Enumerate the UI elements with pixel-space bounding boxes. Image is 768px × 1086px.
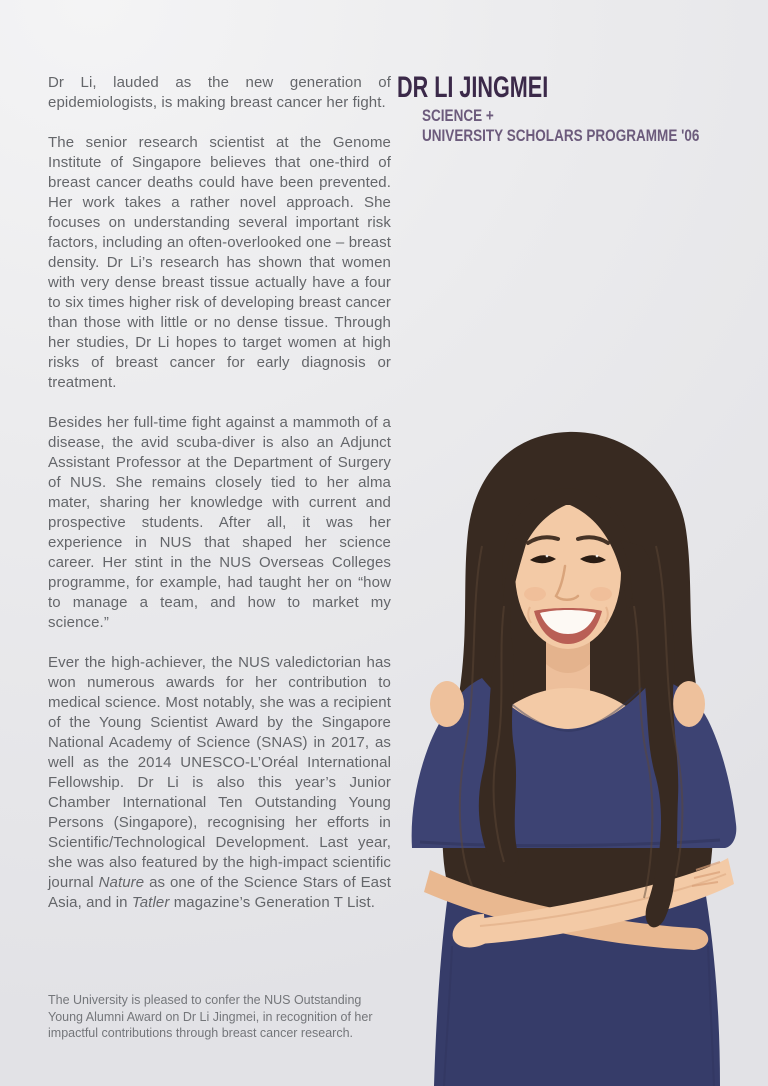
portrait-svg	[390, 426, 768, 1086]
article-column	[48, 73, 391, 933]
paragraph: Besides her full-time fight against a mammoth of a disease, the avid scuba-diver is also an Adjunct Assistant Professor at the Department of Surgery of NUS. She remains closely tied to her alma mater, sharing her knowledge with current and prospective students. After all, it was her experience in NUS that shaped her science career. Her stint in the NUS Overseas Colleges programme, for example, had taught her on “how to manage a team, and how to market my science.”	[48, 414, 391, 631]
profile-affiliations	[422, 106, 760, 146]
paragraph: Dr Li, lauded as the new generation of epidemiologists, is making breast cancer her fight.	[48, 74, 391, 111]
paragraph: The senior research scientist at the Genome Institute of Singapore believes that one-third of breast cancer deaths could have been prevented. Her work takes a rather novel approach. She focuses on understanding several important risk factors, including an often-overlooked one – breast density. Dr Li’s research has shown that women with very dense breast tissue actually have a four to six times higher risk of developing breast cancer than those with little or no dense tissue. Through her studies, Dr Li hopes to target women at high risks of breast cancer for early diagnosis or treatment.	[48, 134, 391, 391]
profile-block	[397, 72, 760, 146]
shoulder-cutout-right	[673, 681, 705, 727]
affiliation-line-2: UNIVERSITY SCHOLARS PROGRAMME '06	[422, 127, 700, 145]
portrait-photo	[390, 426, 768, 1086]
article-paragraphs	[48, 73, 391, 913]
shoulder-cutout-left	[430, 681, 464, 727]
affiliation-line-1: SCIENCE +	[422, 107, 494, 125]
paragraph: Ever the high-achiever, the NUS valedictorian has won numerous awards for her contribution to medical science. Most notably, she was a recipient of the Young Scientist Award by the Singapore National Academy of Science (SNAS) in 2017, as well as the 2014 UNESCO-L’Oréal International Fellowship. Dr Li is also this year’s Junior Chamber International Ten Outstanding Young Persons (Singapore), recognising her efforts in Scientific/Technological Development. Last year, she was also featured by the high-impact scientific journal Nature as one of the Science Stars of East Asia, and in Tatler magazine’s Generation T List.	[48, 654, 391, 911]
profile-name: DR LI JINGMEI	[397, 71, 549, 104]
award-footnote: The University is pleased to confer the NUS Outstanding Young Alumni Award on Dr Li Jingmei, in recognition of her impactful contributions through breast cancer research.	[48, 993, 373, 1040]
